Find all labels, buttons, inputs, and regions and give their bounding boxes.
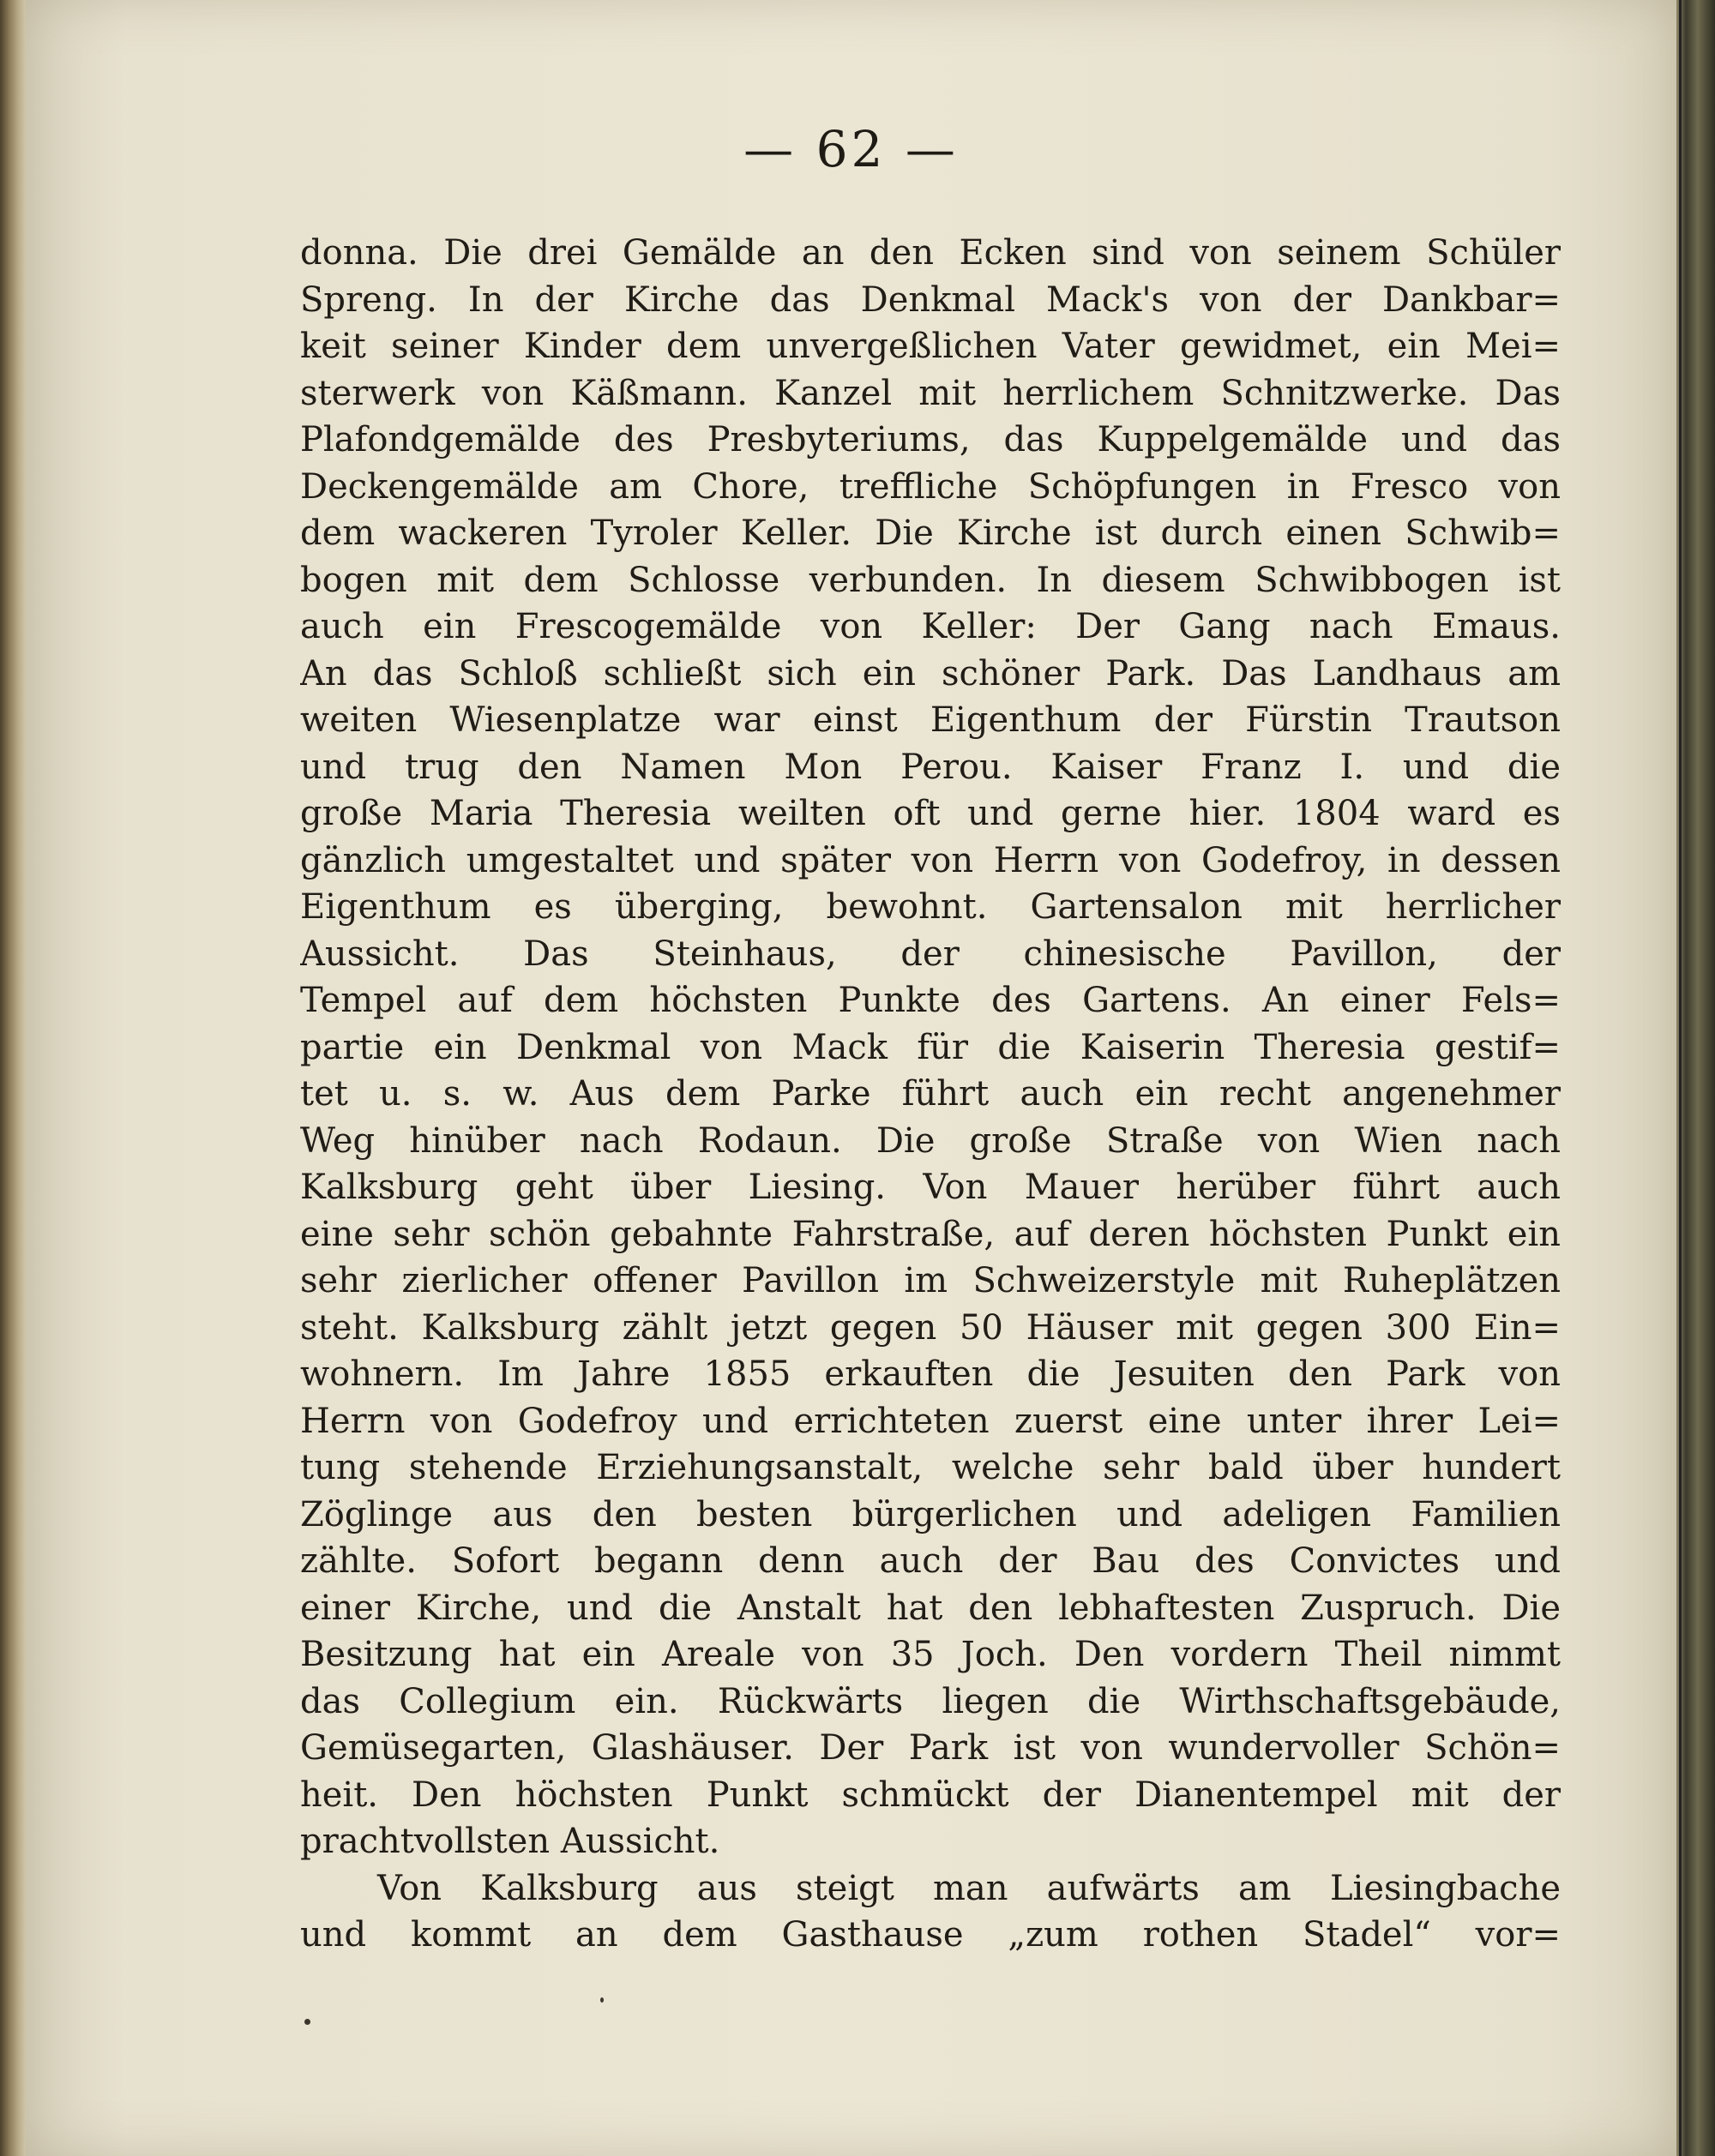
paper-speck <box>600 1997 604 2003</box>
book-page <box>26 0 1676 2156</box>
text-line: Besitzung hat ein Areale von 35 Joch. Den vordern Theil nimmt <box>300 1635 1561 1674</box>
page-edge-line <box>1679 0 1682 2156</box>
text-line: Tempel auf dem höchsten Punkte des Gartens. An einer Fels= <box>300 981 1561 1020</box>
text-line: das Collegium ein. Rückwärts liegen die Wirthschaftsgebäude, <box>300 1681 1561 1721</box>
text-line: weiten Wiesenplatze war einst Eigenthum der Fürstin Trautson <box>300 700 1561 740</box>
text-line: Spreng. In der Kirche das Denkmal Mack's von der Dankbar= <box>300 279 1561 320</box>
text-line: Zöglinge aus den besten bürgerlichen und adeligen Familien <box>300 1494 1561 1534</box>
text-line: und trug den Namen Mon Perou. Kaiser Franz I. und die <box>300 747 1561 787</box>
text-line: heit. Den höchsten Punkt schmückt der Dianentempel mit der <box>300 1775 1561 1815</box>
text-line: Weg hinüber nach Rodaun. Die große Straße von Wien nach <box>300 1120 1561 1161</box>
body-text <box>300 230 1561 1959</box>
text-line: prachtvollsten Aussicht. <box>300 1822 720 1861</box>
text-line: An das Schloß schließt sich ein schöner Park. Das Landhaus am <box>300 653 1561 694</box>
paper-speck <box>304 2019 310 2025</box>
text-line: Deckengemälde am Chore, treffliche Schöpfungen in Fresco von <box>300 466 1561 507</box>
text-line: sehr zierlicher offener Pavillon im Schweizerstyle mit Ruheplätzen <box>300 1261 1561 1300</box>
text-line-paragraph-start: Von Kalksburg aus steigt man aufwärts am Liesingbache <box>377 1868 1561 1908</box>
text-line: gänzlich umgestaltet und später von Herrn von Godefroy, in dessen <box>300 840 1561 880</box>
text-line: dem wackeren Tyroler Keller. Die Kirche ist durch einen Schwib= <box>300 513 1561 553</box>
text-line: tung stehende Erziehungsanstalt, welche sehr bald über hundert <box>300 1448 1561 1487</box>
text-line: partie ein Denkmal von Mack für die Kaiserin Theresia gestif= <box>300 1027 1561 1067</box>
text-line: sterwerk von Käßmann. Kanzel mit herrlichem Schnitzwerke. Das <box>300 373 1561 413</box>
text-line: Plafondgemälde des Presbyteriums, das Kuppelgemälde und das <box>300 420 1561 459</box>
text-line: donna. Die drei Gemälde an den Ecken sind von seinem Schüler <box>300 233 1561 273</box>
text-line: Herrn von Godefroy und errichteten zuerst eine unter ihrer Lei= <box>300 1401 1561 1441</box>
text-line: wohnern. Im Jahre 1855 erkauften die Jesuiten den Park von <box>300 1354 1561 1394</box>
text-line: Gemüsegarten, Glashäuser. Der Park ist von wundervoller Schön= <box>300 1728 1561 1768</box>
text-line: einer Kirche, und die Anstalt hat den lebhaftesten Zuspruch. Die <box>300 1588 1561 1628</box>
book-gutter <box>0 0 26 2156</box>
text-line: große Maria Theresia weilten oft und gerne hier. 1804 ward es <box>300 794 1561 833</box>
text-line: Aussicht. Das Steinhaus, der chinesische Pavillon, der <box>300 934 1561 974</box>
text-line: bogen mit dem Schlosse verbunden. In diesem Schwibbogen ist <box>300 560 1561 600</box>
text-line: keit seiner Kinder dem unvergeßlichen Vater gewidmet, ein Mei= <box>300 327 1561 366</box>
text-line: Kalksburg geht über Liesing. Von Mauer herüber führt auch <box>300 1168 1561 1207</box>
text-line: Eigenthum es überging, bewohnt. Gartensalon mit herrlicher <box>300 887 1561 927</box>
text-line: zählte. Sofort begann denn auch der Bau des Convictes und <box>300 1541 1561 1581</box>
text-line: auch ein Frescogemälde von Keller: Der Gang nach Emaus. <box>300 607 1561 646</box>
text-line: steht. Kalksburg zählt jetzt gegen 50 Häuser mit gegen 300 Ein= <box>300 1307 1561 1348</box>
text-line: eine sehr schön gebahnte Fahrstraße, auf deren höchsten Punkt ein <box>300 1214 1561 1254</box>
text-line: tet u. s. w. Aus dem Parke führt auch ein recht angenehmer <box>300 1074 1561 1114</box>
page-number: — 62 — <box>743 120 959 178</box>
page-edge <box>1676 0 1715 2156</box>
text-line: und kommt an dem Gasthause „zum rothen Stadel“ vor= <box>300 1915 1561 1955</box>
